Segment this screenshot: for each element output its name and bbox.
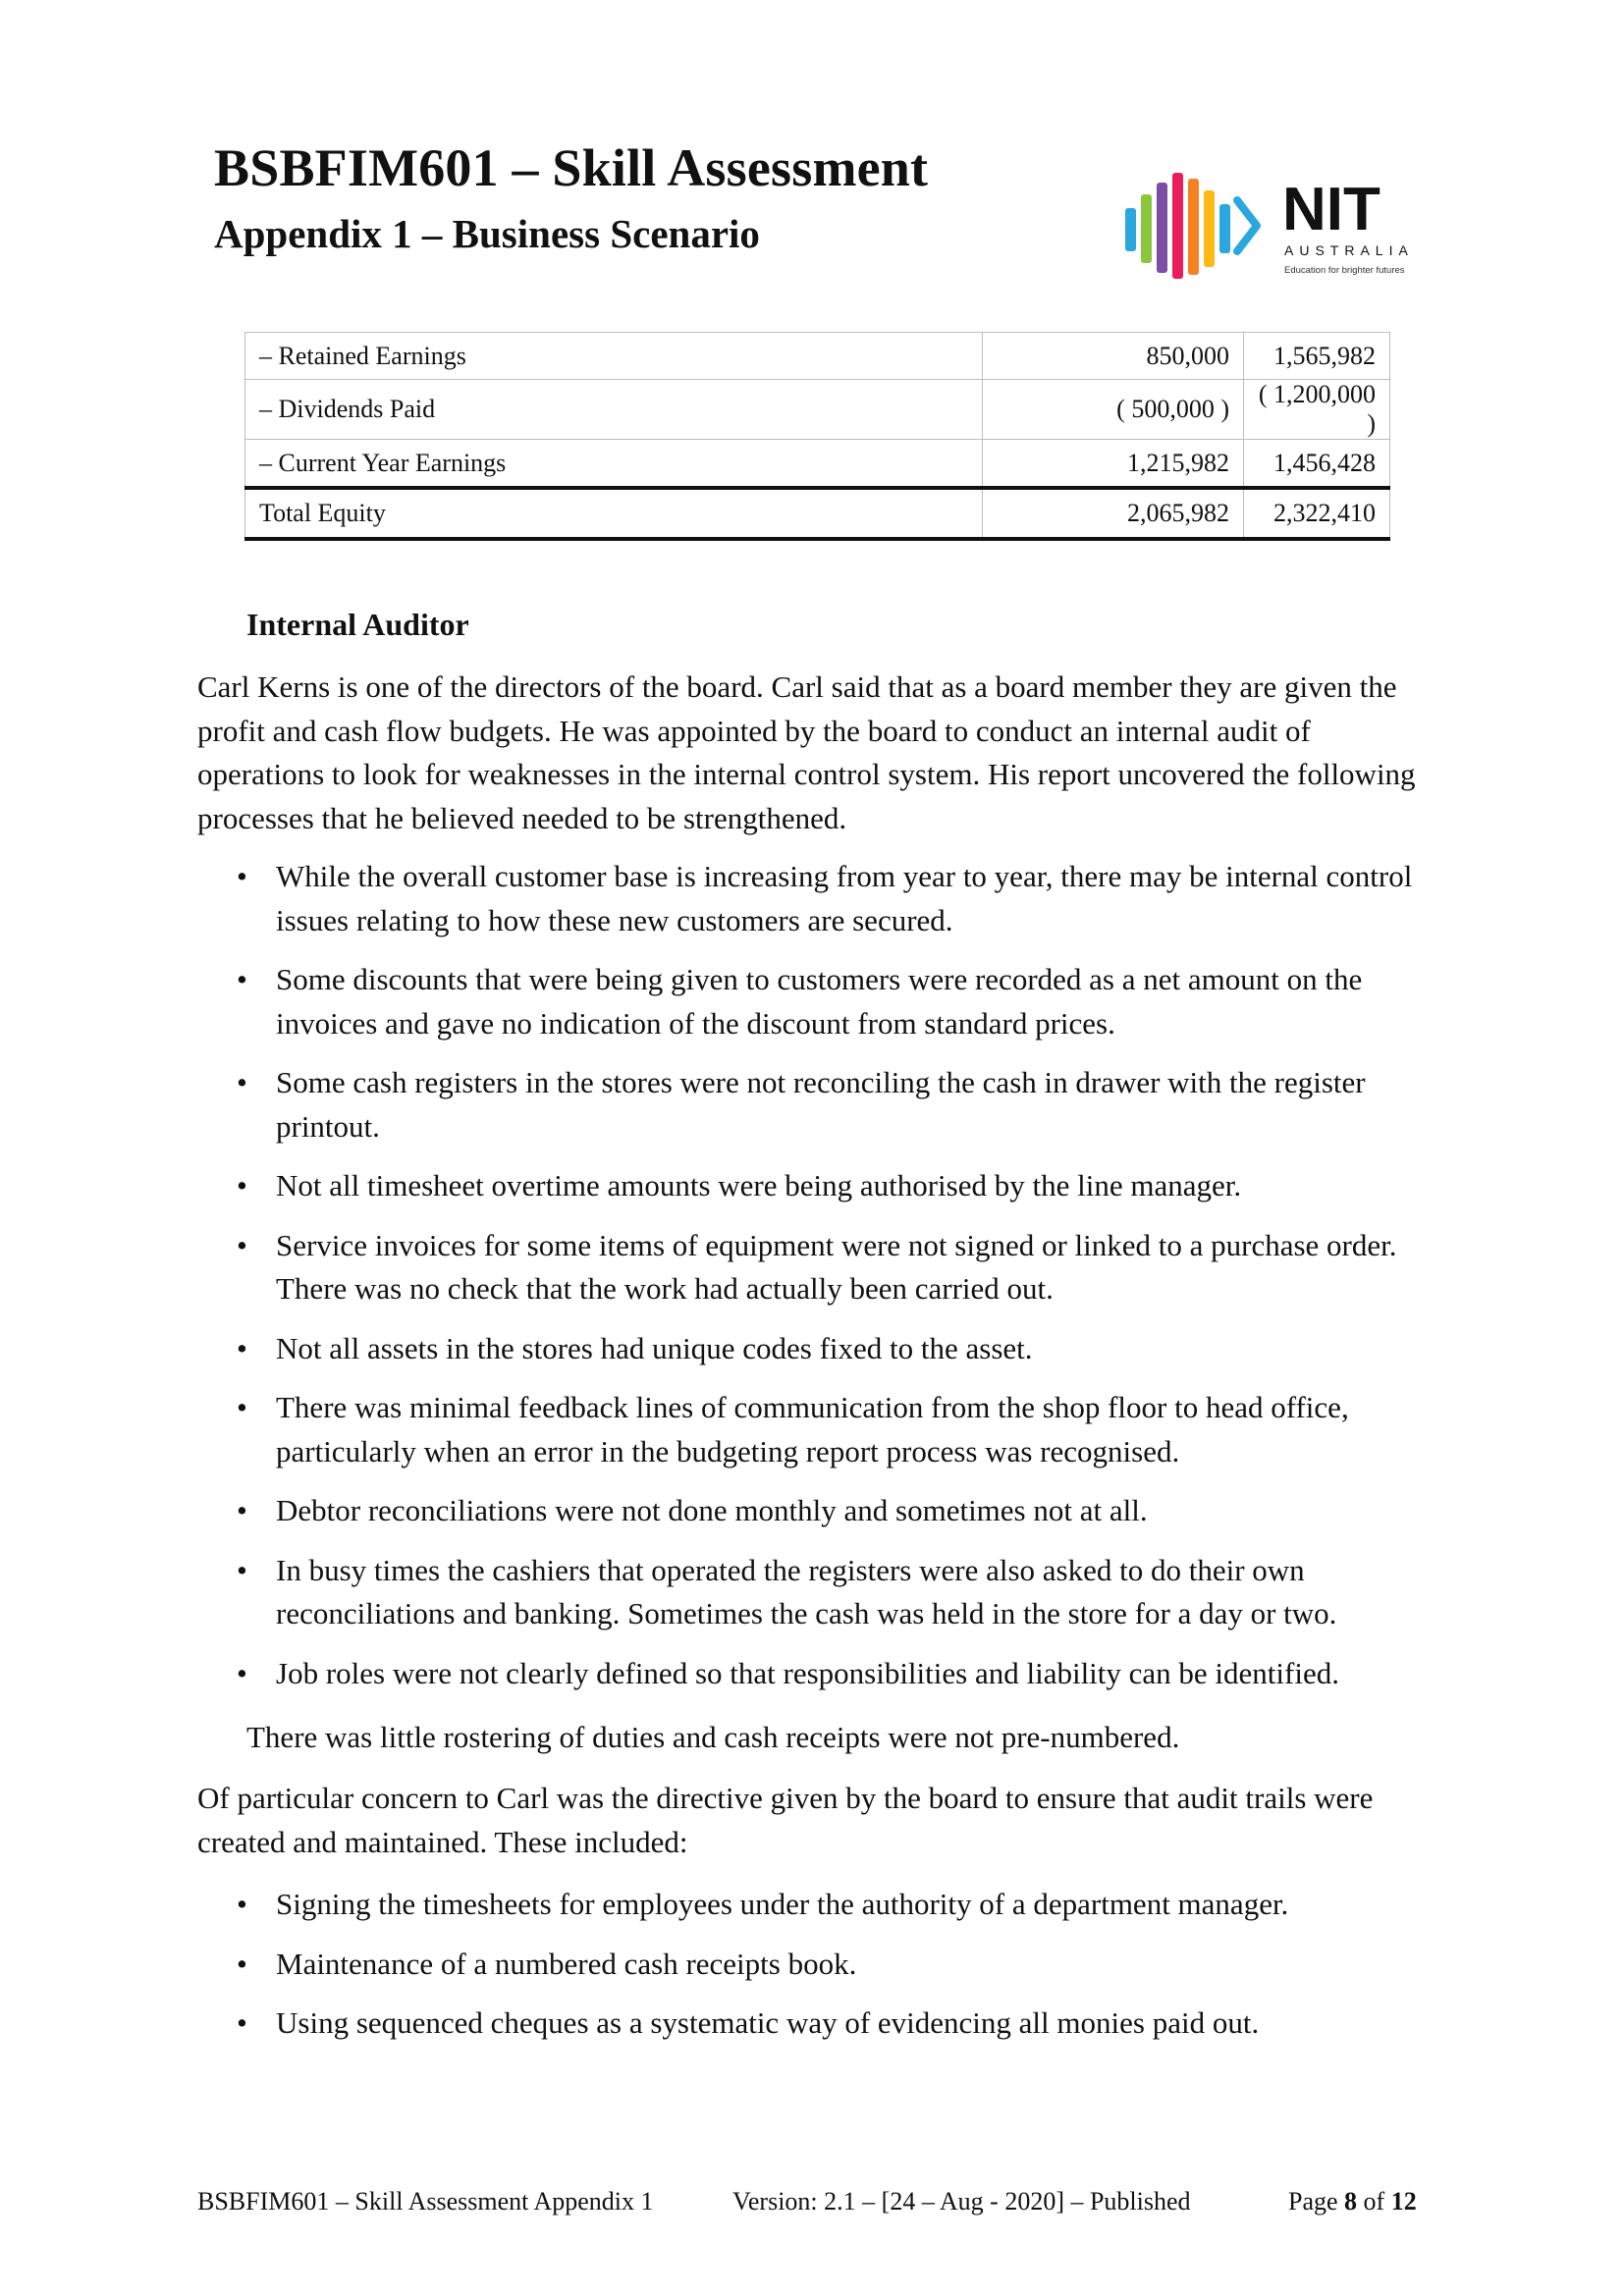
list-item-text: Maintenance of a numbered cash receipts book. bbox=[276, 1946, 857, 1981]
footer-page-prefix: Page bbox=[1288, 2187, 1338, 2216]
row-value-col2: 1,456,428 bbox=[1244, 440, 1390, 489]
footer-document-name: BSBFIM601 – Skill Assessment Appendix 1 bbox=[197, 2187, 654, 2216]
logo-bar bbox=[1172, 173, 1183, 279]
bullet-icon: • bbox=[237, 1330, 247, 1365]
row-label: – Retained Earnings bbox=[245, 333, 983, 380]
bullet-icon: • bbox=[237, 1655, 247, 1690]
logo-wordmark: NIT bbox=[1282, 176, 1380, 243]
list-item bbox=[237, 2002, 1454, 2046]
list-item bbox=[237, 1386, 1454, 1473]
logo-bar bbox=[1188, 179, 1199, 275]
bullet-icon: • bbox=[237, 1227, 247, 1262]
footer-page-current: 8 bbox=[1344, 2187, 1358, 2216]
row-value-col1: 1,215,982 bbox=[983, 440, 1244, 489]
footer-page-number bbox=[1288, 2187, 1417, 2216]
logo-bars-icon bbox=[1125, 173, 1257, 279]
rostering-note: There was little rostering of duties and cash receipts were not pre-numbered. bbox=[246, 1720, 1180, 1754]
row-label: Total Equity bbox=[245, 488, 983, 539]
list-item-text: There was minimal feedback lines of communication from the shop floor to head office, particularly when an error in the budgeting report process was recognised. bbox=[276, 1390, 1349, 1468]
bullet-icon: • bbox=[237, 2005, 247, 2040]
list-item bbox=[237, 958, 1454, 1045]
list-item-text: While the overall customer base is increasing from year to year, there may be internal control issues relating to how these new customers are secured. bbox=[276, 859, 1413, 937]
row-label: – Dividends Paid bbox=[245, 380, 983, 440]
logo-bar bbox=[1219, 204, 1230, 253]
row-value-col2: 2,322,410 bbox=[1244, 488, 1390, 539]
footer-version: Version: 2.1 – [24 – Aug - 2020] – Published bbox=[732, 2187, 1191, 2216]
list-item-text: Not all assets in the stores had unique codes fixed to the asset. bbox=[276, 1330, 1033, 1365]
logo-bar bbox=[1125, 208, 1136, 251]
bullet-icon: • bbox=[237, 1493, 247, 1527]
list-item-text: Debtor reconciliations were not done monthly and sometimes not at all. bbox=[276, 1493, 1148, 1527]
equity-table-row bbox=[245, 333, 1390, 380]
list-item-text: Using sequenced cheques as a systematic way of evidencing all monies paid out. bbox=[276, 2005, 1260, 2040]
list-item bbox=[237, 855, 1454, 942]
list-item bbox=[237, 1164, 1454, 1208]
bullet-icon: • bbox=[237, 1887, 247, 1921]
equity-total-row bbox=[245, 488, 1390, 539]
logo-country: AUSTRALIA bbox=[1284, 242, 1414, 258]
list-item bbox=[237, 1224, 1454, 1311]
list-item-text: Some cash registers in the stores were not reconciling the cash in drawer with the register printout. bbox=[276, 1065, 1366, 1144]
list-item bbox=[237, 1061, 1454, 1148]
list-item bbox=[237, 1327, 1454, 1371]
equity-table-row bbox=[245, 440, 1390, 489]
row-label: – Current Year Earnings bbox=[245, 440, 983, 489]
bullet-icon: • bbox=[237, 859, 247, 893]
row-value-col2: 1,565,982 bbox=[1244, 333, 1390, 380]
logo-bar bbox=[1157, 183, 1167, 273]
list-item-text: Service invoices for some items of equipment were not signed or linked to a purchase order. There was no check that the work had actually been carried out. bbox=[276, 1227, 1397, 1306]
auditor-intro-paragraph: Carl Kerns is one of the directors of the board. Carl said that as a board member they are given the profit and cash flow budgets. He was appointed by the board to conduct an internal audit of operations to look for weaknesses in the internal control system. His report uncovered the following processes that he believed needed to be strengthened. bbox=[197, 669, 1416, 835]
list-item bbox=[237, 1943, 1454, 1987]
footer-page-of: of bbox=[1363, 2187, 1385, 2216]
row-value-col1: 2,065,982 bbox=[983, 488, 1244, 539]
equity-table-row bbox=[245, 380, 1390, 440]
equity-table bbox=[244, 332, 1390, 541]
document-title: BSBFIM601 – Skill Assessment bbox=[214, 138, 929, 197]
list-item-text: Job roles were not clearly defined so that responsibilities and liability can be identified. bbox=[276, 1655, 1339, 1690]
document-subtitle: Appendix 1 – Business Scenario bbox=[214, 211, 760, 256]
list-item-text: Some discounts that were being given to customers were recorded as a net amount on the invoices and gave no indication of the discount from standard prices. bbox=[276, 962, 1363, 1041]
logo-chevron-icon bbox=[1237, 200, 1257, 251]
bullet-icon: • bbox=[237, 1168, 247, 1202]
row-value-col2: ( 1,200,000 ) bbox=[1244, 380, 1390, 440]
bullet-icon: • bbox=[237, 962, 247, 996]
section-heading-internal-auditor: Internal Auditor bbox=[246, 607, 469, 642]
nit-logo bbox=[1119, 161, 1434, 289]
list-item-text: Signing the timesheets for employees under the authority of a department manager. bbox=[276, 1887, 1289, 1921]
findings-list bbox=[237, 855, 1454, 1711]
audit-trails-list bbox=[237, 1883, 1454, 2061]
list-item bbox=[237, 1489, 1454, 1533]
list-item-text: Not all timesheet overtime amounts were being authorised by the line manager. bbox=[276, 1168, 1242, 1202]
list-item bbox=[237, 1652, 1454, 1696]
logo-bar bbox=[1141, 194, 1152, 263]
list-item bbox=[237, 1549, 1454, 1636]
list-item bbox=[237, 1883, 1454, 1927]
logo-tagline: Education for brighter futures bbox=[1284, 265, 1405, 276]
row-value-col1: 850,000 bbox=[983, 333, 1244, 380]
logo-bar bbox=[1204, 190, 1215, 267]
bullet-icon: • bbox=[237, 1065, 247, 1099]
bullet-icon: • bbox=[237, 1390, 247, 1424]
bullet-icon: • bbox=[237, 1946, 247, 1981]
nit-logo-graphic bbox=[1119, 161, 1434, 289]
audit-trail-concern-paragraph: Of particular concern to Carl was the directive given by the board to ensure that audit trails were created and maintained. These included: bbox=[197, 1781, 1374, 1859]
list-item-text: In busy times the cashiers that operated the registers were also asked to do their own reconciliations and banking. Sometimes the cash was held in the store for a day or two. bbox=[276, 1552, 1337, 1630]
bullet-icon: • bbox=[237, 1552, 247, 1587]
row-value-col1: ( 500,000 ) bbox=[983, 380, 1244, 440]
footer-page-total: 12 bbox=[1390, 2187, 1417, 2216]
